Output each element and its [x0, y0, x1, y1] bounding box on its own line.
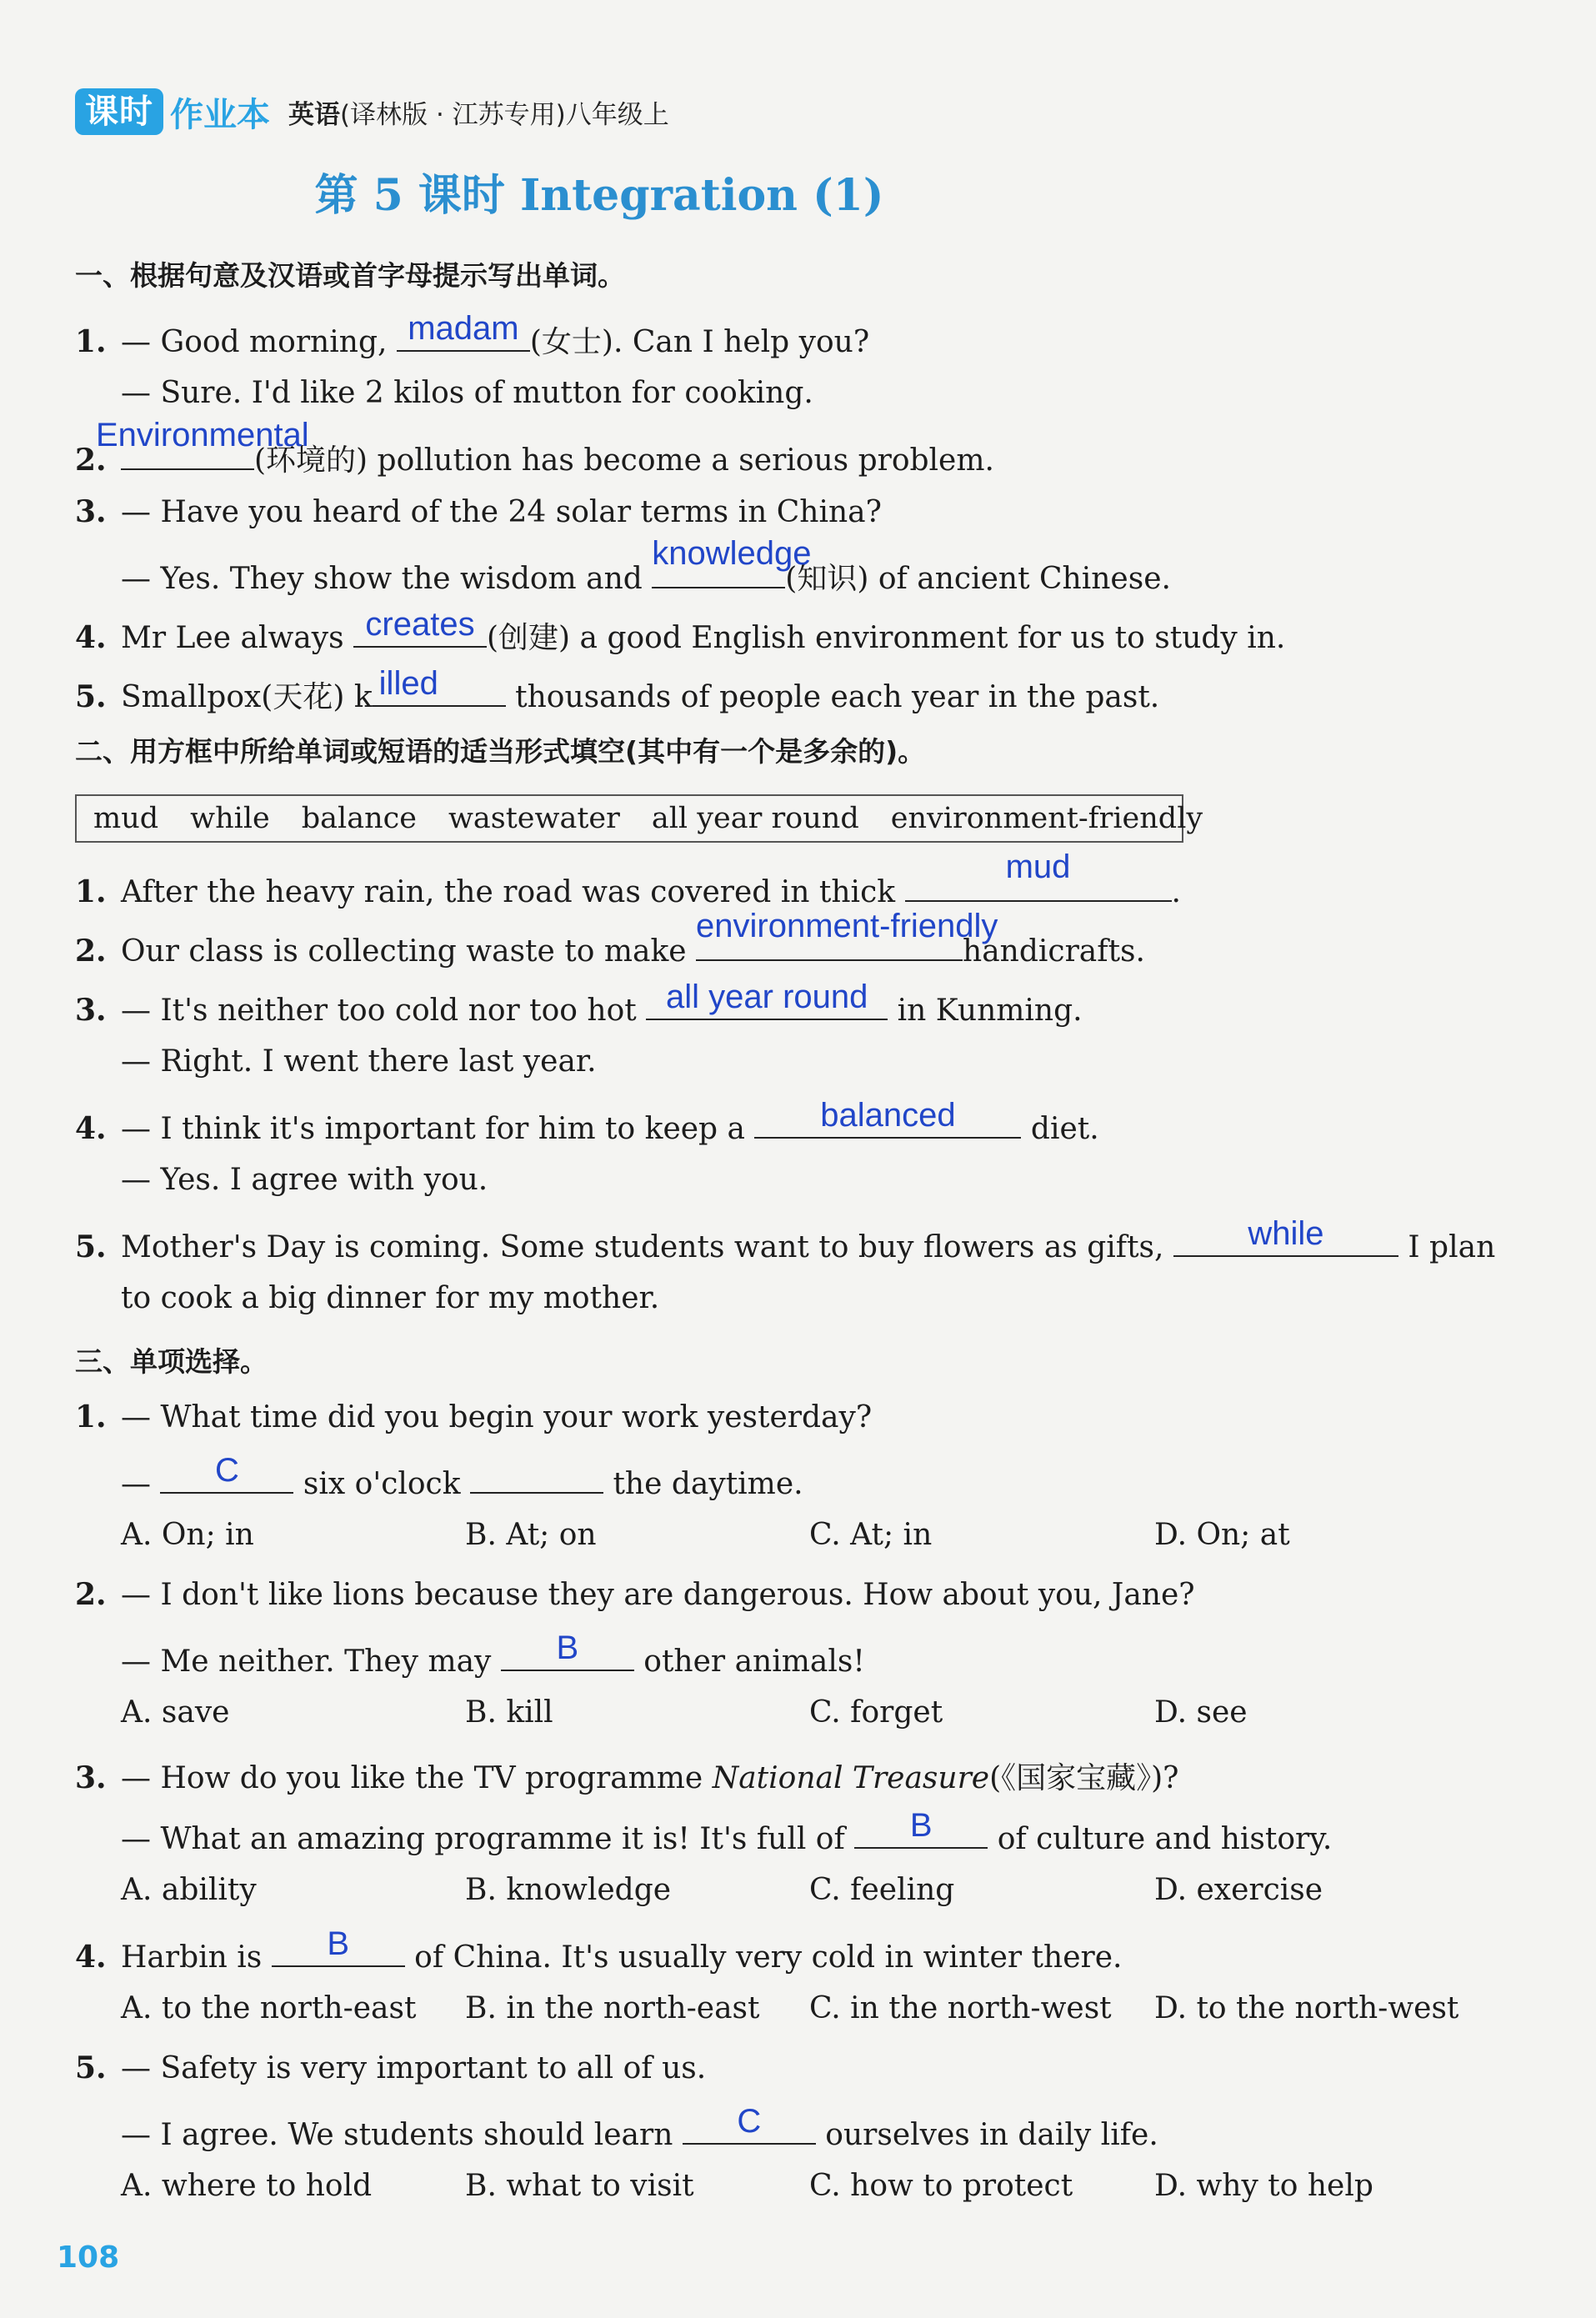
- option-d[interactable]: D. exercise: [1154, 1873, 1323, 1907]
- answer-blank[interactable]: [683, 2103, 816, 2145]
- s3-q1-options: [121, 1518, 1454, 1555]
- s3-q4-line1: 4. Harbin is B of China. It's usually very cold in winter there.: [75, 1925, 1123, 1975]
- answer-blank[interactable]: [272, 1925, 405, 1967]
- handwritten-answer: B: [327, 1925, 350, 1962]
- option-c[interactable]: C. feeling: [809, 1873, 955, 1907]
- option-c[interactable]: C. how to protect: [809, 2169, 1073, 2203]
- word-option: environment-friendly: [890, 802, 1203, 835]
- section-3-title: 三、单项选择。: [75, 1345, 268, 1378]
- handwritten-answer: illed: [378, 665, 438, 702]
- handwritten-answer: balanced: [820, 1097, 956, 1134]
- answer-blank[interactable]: [501, 1630, 634, 1671]
- subject-label: 英语: [288, 99, 340, 130]
- answer-blank[interactable]: [160, 1452, 293, 1494]
- s2-q3-line1: 3. — It's neither too cold nor too hot all year round in Kunming.: [75, 979, 1083, 1028]
- s2-q2-line: 2. Our class is collecting waste to make environment-friendly handicrafts.: [75, 908, 1145, 969]
- handwritten-answer: all year round: [666, 979, 868, 1015]
- s3-q2-options: [121, 1695, 1454, 1732]
- s3-q1-line2: — C six o'clock the daytime.: [121, 1452, 803, 1501]
- book-subtitle: [288, 93, 669, 131]
- section-1-title: 一、根据句意及汉语或首字母提示写出单词。: [75, 259, 625, 292]
- s2-q5-line1: 5. Mother's Day is coming. Some students want to buy flowers as gifts, while I plan: [75, 1215, 1496, 1264]
- option-a[interactable]: A. ability: [121, 1873, 257, 1907]
- s1-q3-line2: — Yes. They show the wisdom and knowledge (知识) of ancient Chinese.: [121, 535, 1171, 596]
- s2-q1-line: 1. After the heavy rain, the road was covered in thick mud .: [75, 849, 1181, 909]
- brand-logo: 课时: [75, 88, 163, 135]
- handwritten-answer: creates: [365, 606, 475, 643]
- s3-q5-options: [121, 2169, 1454, 2205]
- s3-q2-line1: 2. — I don't like lions because they are dangerous. How about you, Jane?: [75, 1577, 1195, 1612]
- answer-blank[interactable]: [373, 665, 506, 707]
- option-b[interactable]: B. At; on: [465, 1518, 597, 1552]
- answer-blank[interactable]: [905, 849, 1172, 902]
- section-2-title: 二、用方框中所给单词或短语的适当形式填空(其中有一个是多余的)。: [75, 735, 926, 768]
- option-b[interactable]: B. what to visit: [465, 2169, 694, 2203]
- handwritten-answer: C: [737, 2103, 762, 2140]
- s2-q3-line2: — Right. I went there last year.: [121, 1044, 597, 1079]
- handwritten-answer: Environmental: [96, 417, 309, 453]
- word-option: wastewater: [448, 802, 620, 835]
- answer-blank[interactable]: [397, 310, 530, 352]
- answer-blank[interactable]: [353, 606, 487, 648]
- s1-q4-line: 4. Mr Lee always creates (创建) a good English environment for us to study in.: [75, 606, 1286, 655]
- answer-blank-empty[interactable]: [470, 1459, 603, 1494]
- option-d[interactable]: D. why to help: [1154, 2169, 1373, 2203]
- lesson-title: 第 5 课时 Integration (1): [314, 170, 884, 221]
- answer-blank[interactable]: [754, 1097, 1021, 1139]
- option-b[interactable]: B. knowledge: [465, 1873, 672, 1907]
- option-d[interactable]: D. see: [1154, 1695, 1248, 1730]
- answer-blank[interactable]: [854, 1807, 988, 1849]
- s3-q1-line1: 1. — What time did you begin your work yesterday?: [75, 1399, 873, 1434]
- s1-q2-line: 2. Environmental (环境的) pollution has become a serious problem.: [75, 417, 994, 478]
- word-option: all year round: [651, 802, 859, 835]
- handwritten-answer: C: [215, 1452, 239, 1489]
- handwritten-answer: knowledge: [652, 535, 812, 572]
- s3-q3-line1: 3. — How do you like the TV programme National Treasure(《国家宝藏》)?: [75, 1760, 1179, 1795]
- s1-q1-line1: 1. — Good morning, madam (女士). Can I help you?: [75, 310, 870, 359]
- answer-blank[interactable]: [652, 535, 812, 588]
- option-c[interactable]: C. in the north-west: [809, 1991, 1112, 2025]
- brand-name: 作业本: [170, 95, 270, 134]
- handwritten-answer: while: [1248, 1215, 1324, 1252]
- programme-name: National Treasure: [712, 1761, 990, 1795]
- s1-q3-line1: 3. — Have you heard of the 24 solar terms in China?: [75, 494, 882, 529]
- answer-blank[interactable]: [96, 417, 309, 470]
- option-c[interactable]: C. At; in: [809, 1518, 933, 1552]
- s2-q5-line2: to cook a big dinner for my mother.: [121, 1281, 660, 1315]
- header-brand: [75, 87, 669, 137]
- s3-q3-line2: — What an amazing programme it is! It's full of B of culture and history.: [121, 1807, 1333, 1856]
- option-a[interactable]: A. On; in: [121, 1518, 254, 1552]
- option-d[interactable]: D. to the north-west: [1154, 1991, 1459, 2025]
- s3-q3-options: [121, 1873, 1454, 1910]
- edition-label: (译林版 · 江苏专用)八年级上: [340, 99, 669, 130]
- option-a[interactable]: A. to the north-east: [121, 1991, 417, 2025]
- word-option: balance: [301, 802, 417, 835]
- answer-blank[interactable]: [696, 908, 998, 961]
- s3-q5-line1: 5. — Safety is very important to all of us.: [75, 2050, 707, 2085]
- option-b[interactable]: B. in the north-east: [465, 1991, 760, 2025]
- s3-q4-options: [121, 1991, 1459, 2028]
- s2-q4-line2: — Yes. I agree with you.: [121, 1163, 488, 1197]
- option-a[interactable]: A. where to hold: [121, 2169, 373, 2203]
- option-a[interactable]: A. save: [121, 1695, 230, 1730]
- answer-blank[interactable]: [646, 979, 888, 1020]
- handwritten-answer: B: [556, 1630, 579, 1666]
- option-d[interactable]: D. On; at: [1154, 1518, 1290, 1552]
- answer-blank[interactable]: [1173, 1215, 1398, 1257]
- option-b[interactable]: B. kill: [465, 1695, 553, 1730]
- handwritten-answer: B: [909, 1807, 933, 1844]
- handwritten-answer: mud: [1005, 849, 1071, 885]
- s2-q4-line1: 4. — I think it's important for him to keep a balanced diet.: [75, 1097, 1099, 1146]
- handwritten-answer: madam: [408, 310, 519, 347]
- s3-q5-line2: — I agree. We students should learn C ourselves in daily life.: [121, 2103, 1158, 2152]
- s1-q5-line: 5. Smallpox(天花) k illed thousands of people each year in the past.: [75, 665, 1160, 714]
- option-c[interactable]: C. forget: [809, 1695, 943, 1730]
- word-box: [75, 794, 1203, 843]
- s3-q2-line2: — Me neither. They may B other animals!: [121, 1630, 865, 1679]
- word-option: mud: [93, 802, 159, 835]
- page-number: 108: [57, 2240, 120, 2275]
- word-option: while: [190, 802, 270, 835]
- s1-q1-line2: — Sure. I'd like 2 kilos of mutton for cooking.: [121, 376, 813, 410]
- handwritten-answer: environment-friendly: [696, 908, 998, 944]
